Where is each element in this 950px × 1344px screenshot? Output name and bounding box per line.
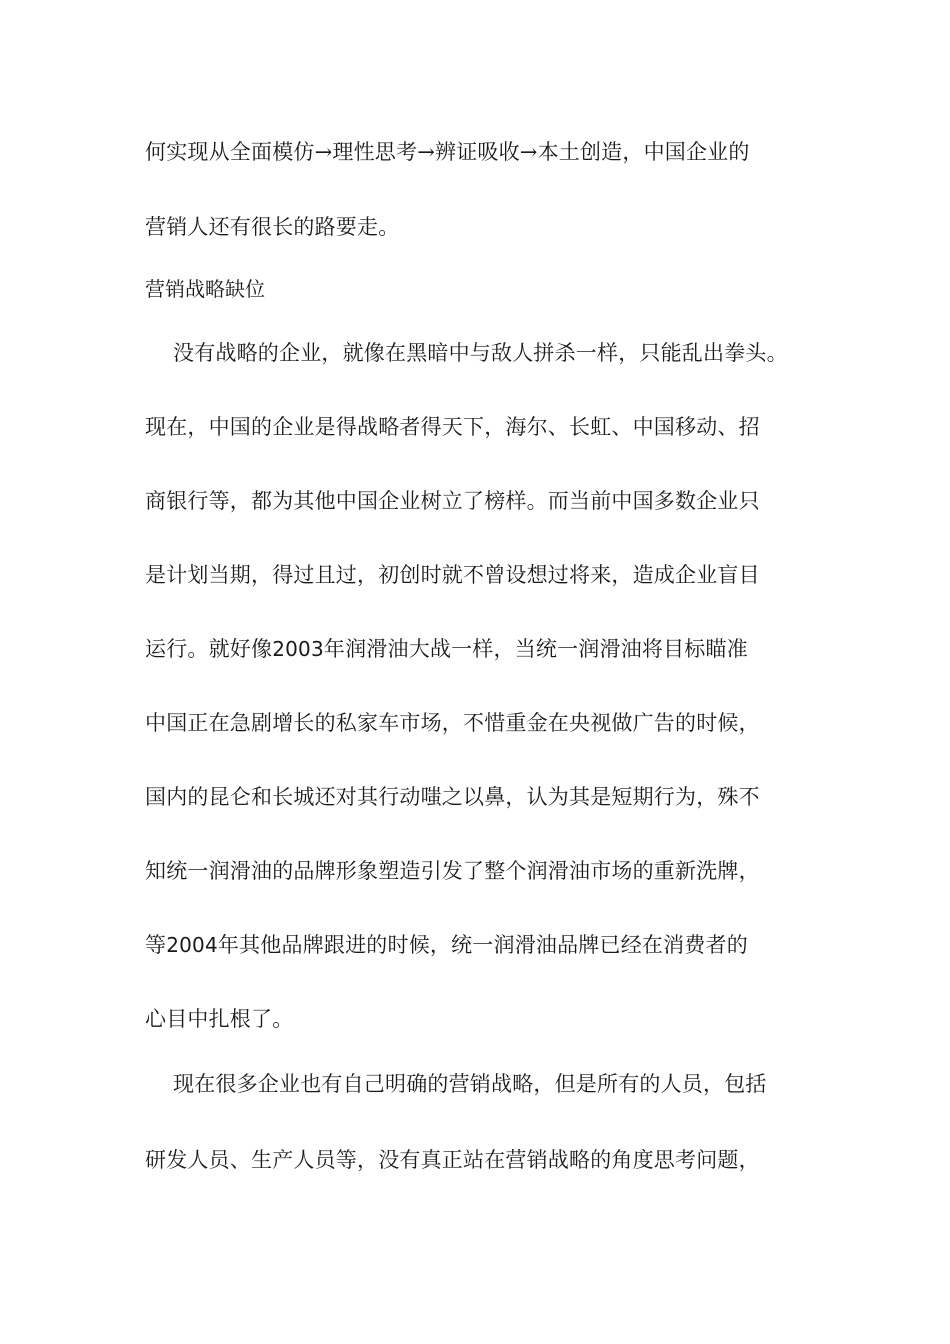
year-2003: 2003 xyxy=(272,637,324,661)
intro-line-1: 何实现从全面模仿→理性思考→辨证吸收→本土创造，中国企业的 xyxy=(145,140,750,164)
p2-line-2: 研发人员、生产人员等，没有真正站在营销战略的角度思考问题， xyxy=(145,1148,760,1172)
p1-line-1: 没有战略的企业，就像在黑暗中与敌人拼杀一样，只能乱出拳头。 xyxy=(173,341,788,365)
section-heading: 营销战略缺位 xyxy=(145,277,265,301)
p1-line-9 xyxy=(145,931,748,959)
p1-line-8: 知统一润滑油的品牌形象塑造引发了整个润滑油市场的重新洗牌， xyxy=(145,859,760,883)
p2-line-1: 现在很多企业也有自己明确的营销战略，但是所有的人员，包括 xyxy=(173,1072,767,1096)
p1-line-4: 是计划当期，得过且过，初创时就不曾设想过将来，造成企业盲目 xyxy=(145,563,760,587)
p1-line-5 xyxy=(145,635,748,663)
p1-line-6: 中国正在急剧增长的私家车市场，不惜重金在央视做广告的时候， xyxy=(145,711,760,735)
p1-line-3: 商银行等，都为其他中国企业树立了榜样。而当前中国多数企业只 xyxy=(145,489,760,513)
year-2004: 2004 xyxy=(166,933,218,957)
p1-line-5-text-b: 年润滑油大战一样，当统一润滑油将目标瞄准 xyxy=(323,637,748,661)
intro-line-2: 营销人还有很长的路要走。 xyxy=(145,215,400,239)
p1-line-10: 心目中扎根了。 xyxy=(145,1007,294,1031)
p1-line-7: 国内的昆仑和长城还对其行动嗤之以鼻，认为其是短期行为，殊不 xyxy=(145,785,760,809)
p1-line-9-text-b: 年其他品牌跟进的时候，统一润滑油品牌已经在消费者的 xyxy=(217,933,748,957)
p1-line-5-text-a: 运行。就好像 xyxy=(145,637,273,661)
p1-line-2: 现在，中国的企业是得战略者得天下，海尔、长虹、中国移动、招 xyxy=(145,415,760,439)
p1-line-9-text-a: 等 xyxy=(145,933,167,957)
